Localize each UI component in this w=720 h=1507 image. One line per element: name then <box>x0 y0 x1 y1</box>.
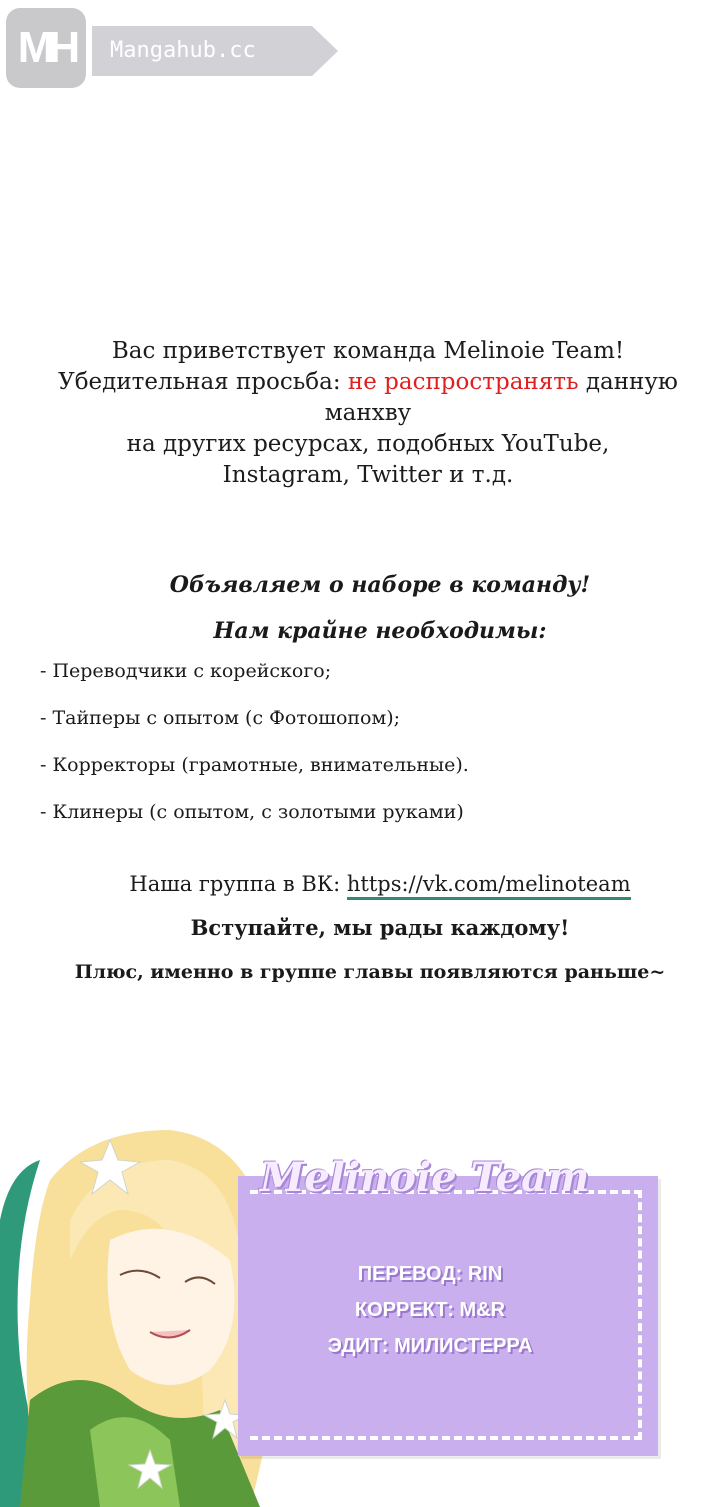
list-item: - Переводчики с корейского; <box>40 660 332 682</box>
credits-art <box>0 1100 720 1507</box>
credit-edit: ЭДИТ: МИЛИСТЕРРА <box>327 1335 533 1357</box>
vk-label: Наша группа в ВК: <box>129 872 347 896</box>
recruit-list <box>40 648 680 836</box>
list-item: - Корректоры (грамотные, внимательные). <box>40 754 469 776</box>
recruit-title-1: Объявляем о наборе в команду! <box>169 572 591 598</box>
site-name: Mangahub.cc <box>92 26 312 76</box>
site-tag-arrow <box>312 26 338 76</box>
credit-translation: ПЕРЕВОД: RIN <box>357 1263 503 1285</box>
vk-link[interactable]: https://vk.com/melinoteam <box>347 872 631 900</box>
greeting-line-4: Instagram, Twitter и т.д. <box>222 462 514 488</box>
vk-group-line <box>100 862 660 906</box>
greeting-line-1: Вас приветствует команда Melinoie Team! <box>111 338 625 364</box>
greeting-text <box>40 336 696 491</box>
recruit-title-2: Нам крайне необходимы: <box>213 618 547 644</box>
recruit-heading <box>100 562 660 654</box>
greeting-warning: не распространять <box>347 369 579 395</box>
list-item: - Клинеры (с опытом, с золотыми руками) <box>40 801 464 823</box>
greeting-line-2-start: Убедительная просьба: <box>58 369 348 395</box>
plus-text: Плюс, именно в группе главы появляются раньше~ <box>74 961 666 983</box>
greeting-line-3: на других ресурсах, подобных YouTube, <box>126 431 610 457</box>
join-text: Вступайте, мы рады каждому! <box>190 915 570 940</box>
watermark <box>6 8 346 88</box>
greeting-line-2-end: данную манхву <box>324 369 678 426</box>
team-title: Melinoie Team <box>260 1154 590 1201</box>
greeting-line-2 <box>40 367 696 429</box>
site-logo: MH <box>6 8 86 88</box>
credit-correction: КОРРЕКТ: M&R <box>354 1299 506 1321</box>
credits-list <box>300 1256 560 1364</box>
list-item: - Тайперы с опытом (с Фотошопом); <box>40 707 401 729</box>
